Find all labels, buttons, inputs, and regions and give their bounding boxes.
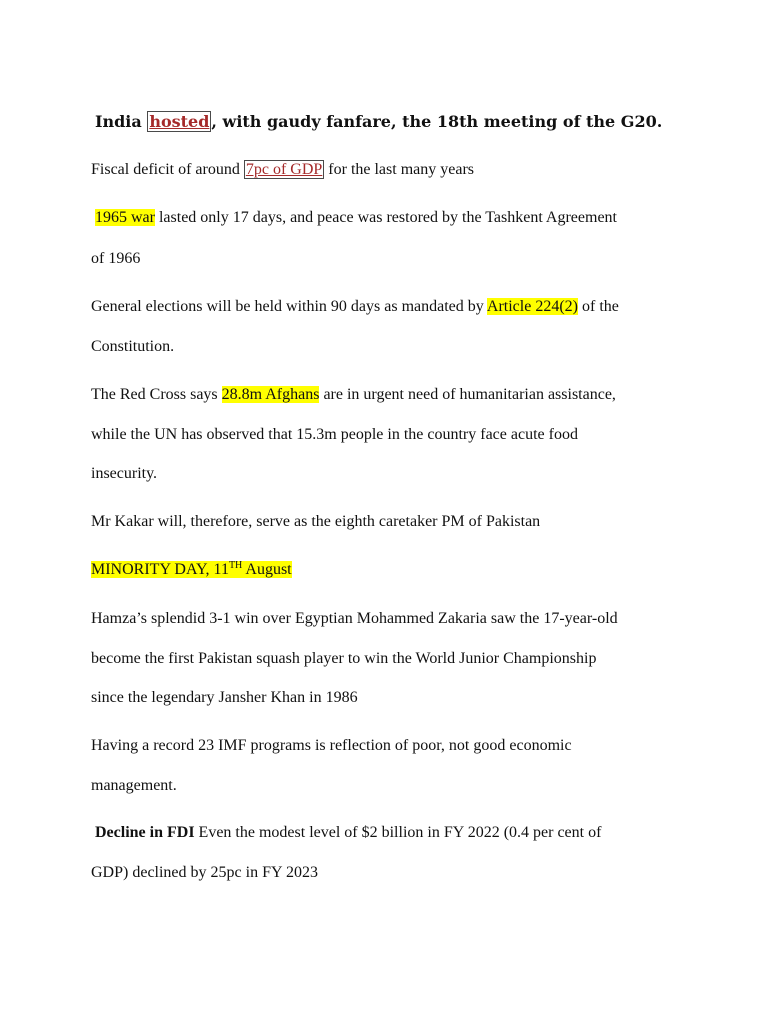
minority-post: August [242,561,292,578]
fdi-line-1 [95,823,601,843]
elections-pre: General elections will be held within 90 days as mandated by [91,298,487,315]
minority-highlight [91,561,292,578]
fiscal-pre: Fiscal deficit of around [91,161,244,178]
war-highlight: 1965 war [95,209,155,226]
fdi-label: Decline in FDI [95,824,195,841]
fiscal-post: for the last many years [324,161,475,178]
redcross-pre: The Red Cross says [91,386,222,403]
afghans-highlight: 28.8m Afghans [221,386,320,403]
hamza-line-3: since the legendary Jansher Khan in 1986 [91,689,358,706]
imf-line-2: management. [91,777,177,794]
fdi-line-2: GDP) declined by 25pc in FY 2023 [91,864,318,881]
headline-pre: India [95,112,148,131]
redcross-line-3: insecurity. [91,465,158,482]
redcross-post: are in urgent need of humanitarian assistance, [319,386,616,403]
minority-pre: MINORITY DAY, 11 [91,561,229,578]
hamza-line-2: become the first Pakistan squash player to win the World Junior Championship [91,650,597,667]
elections-line-2: Constitution. [91,338,175,355]
elections-post: of the [577,298,619,315]
headline [95,112,662,132]
kakar-line: Mr Kakar will, therefore, serve as the eighth caretaker PM of Pakistan [91,513,541,530]
hosted-link[interactable]: hosted [149,112,210,131]
minority-day-line [91,560,292,580]
redcross-line-1 [91,385,616,405]
war-line-2: of 1966 [91,250,141,267]
hamza-line-1: Hamza’s splendid 3-1 win over Egyptian Mohammed Zakaria saw the 17-year-old [91,610,618,627]
minority-sup: TH [228,560,243,571]
elections-line-1 [91,297,619,317]
article-highlight: Article 224(2) [486,298,578,315]
redcross-line-2: while the UN has observed that 15.3m people in the country face acute food [91,426,578,443]
fiscal-deficit-line [91,160,474,180]
gdp-link[interactable]: 7pc of GDP [245,161,323,178]
war-post: lasted only 17 days, and peace was restored by the Tashkent Agreement [154,209,617,226]
headline-post: , with gaudy fanfare, the 18th meeting of the G20. [211,112,663,131]
war-line-1 [95,208,617,228]
imf-line-1: Having a record 23 IMF programs is reflection of poor, not good economic [91,737,572,754]
fdi-post: Even the modest level of $2 billion in FY 2022 (0.4 per cent of [194,824,602,841]
